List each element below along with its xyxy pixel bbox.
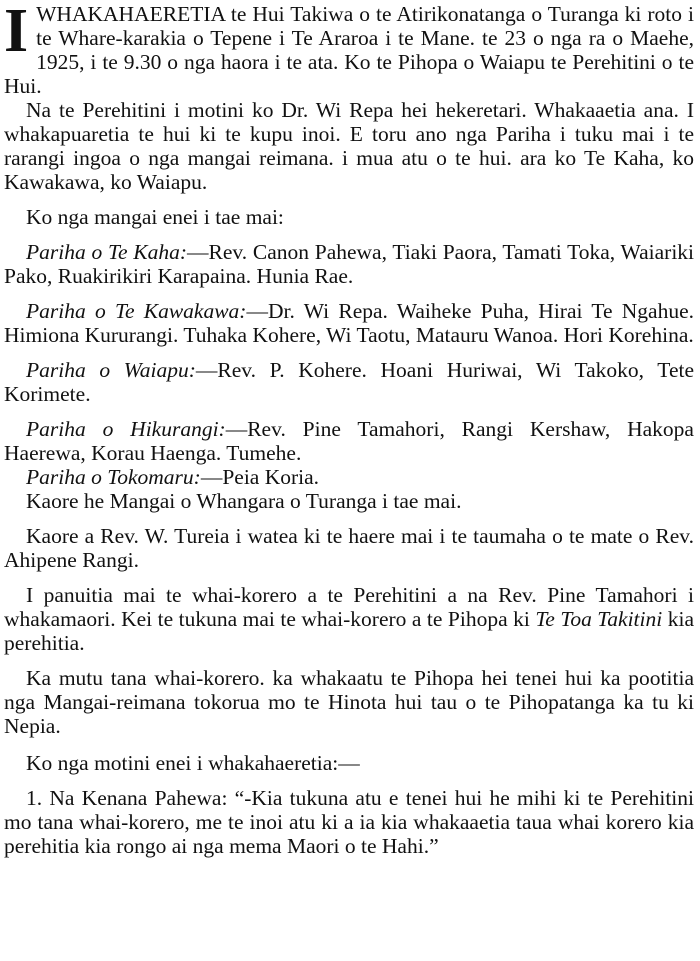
motion-1: 1. Na Kenana Pahewa: “-Kia tukuna atu e tenei hui he mihi ki te Perehitini mo tana whai-korero, me te inoi atu ki a ia kia whakaaetia taua whai korero kia perehitia kia rongo ai nga mema Maori o te Hahi.” bbox=[4, 786, 694, 858]
parish-name: Pariha o Tokomaru: bbox=[26, 465, 201, 489]
parish-members: —Dr. Wi Repa. Waiheke Puha, Hirai Te Ngahue. Himiona Kururangi. Tuhaka Kohere, Wi Taotu, Matauru Wanoa. Hori Korehina. bbox=[4, 299, 694, 347]
opening-paragraph bbox=[4, 2, 694, 98]
after-speech-paragraph: Ka mutu tana whai-korero. ka whakaatu te Pihopa hei tenei hui ka pootitia nga Mangai-reimana tokorua mo te Hinota hui tau o te Pihopatanga ka tu ki Nepia. bbox=[4, 666, 694, 738]
parish-name: Pariha o Te Kawakawa: bbox=[26, 299, 247, 323]
speech-text-a: I panuitia mai te whai-korero a te Perehitini a na Rev. Pine Tamahori i whakamaori. Kei te tukuna mai te whai-korero a te Pihopa ki bbox=[4, 583, 694, 631]
parish-waiapu bbox=[4, 358, 694, 406]
parish-name: Pariha o Waiapu: bbox=[26, 358, 196, 382]
speech-text-b: kia perehitia. bbox=[4, 607, 694, 655]
parish-hikurangi bbox=[4, 417, 694, 465]
parish-members: —Rev. Pine Tamahori, Rangi Kershaw, Hakopa Haerewa, Korau Haenga. Tumehe. bbox=[4, 417, 694, 465]
speech-paragraph bbox=[4, 583, 694, 655]
motions-intro: Ko nga motini enei i whakahaeretia:— bbox=[26, 751, 360, 775]
parish-members: —Rev. P. Kohere. Hoani Huriwai, Wi Takoko, Tete Korimete. bbox=[4, 358, 694, 406]
parish-members: —Rev. Canon Pahewa, Tiaki Paora, Tamati Toka, Waiariki Pako, Ruakirikiri Karapaina. Hunia Rae. bbox=[4, 240, 695, 288]
parish-name: Pariha o Hikurangi: bbox=[26, 417, 226, 441]
secretary-paragraph: Na te Perehitini i motini ko Dr. Wi Repa hei hekeretari. Whakaaetia ana. I whakapuaretia te hui ki te kupu inoi. E toru ano nga Pariha i tuku mai i te rarangi ingoa o nga mangai reimana. i mua atu o te hui. ara ko Te Kaha, ko Kawakawa, ko Waiapu. bbox=[4, 98, 694, 194]
parish-name: Pariha o Te Kaha: bbox=[26, 240, 187, 264]
present-intro: Ko nga mangai enei i tae mai: bbox=[26, 205, 284, 229]
parish-te-kawakawa bbox=[4, 299, 694, 347]
tureia-paragraph: Kaore a Rev. W. Tureia i watea ki te haere mai i te taumaha o te mate o Rev. Ahipene Rangi. bbox=[4, 524, 694, 572]
drop-cap: I bbox=[4, 0, 29, 65]
parish-te-kaha bbox=[4, 240, 694, 288]
opening-text: WHAKAHAERETIA te Hui Takiwa o te Atirikonatanga o Turanga ki roto i te Whare-karakia o Tepene i Te Araroa i te Mane. te 23 o nga ra o Maehe, 1925, i te 9.30 o nga haora i te ata. Ko te Pihopa o Waiapu te Perehitini o te Hui. bbox=[4, 2, 694, 98]
newspaper-title: Te Toa Takitini bbox=[535, 607, 663, 631]
parish-tokomaru bbox=[4, 465, 694, 489]
whangara-paragraph: Kaore he Mangai o Whangara o Turanga i tae mai. bbox=[26, 489, 462, 513]
parish-members: —Peia Koria. bbox=[200, 465, 320, 489]
